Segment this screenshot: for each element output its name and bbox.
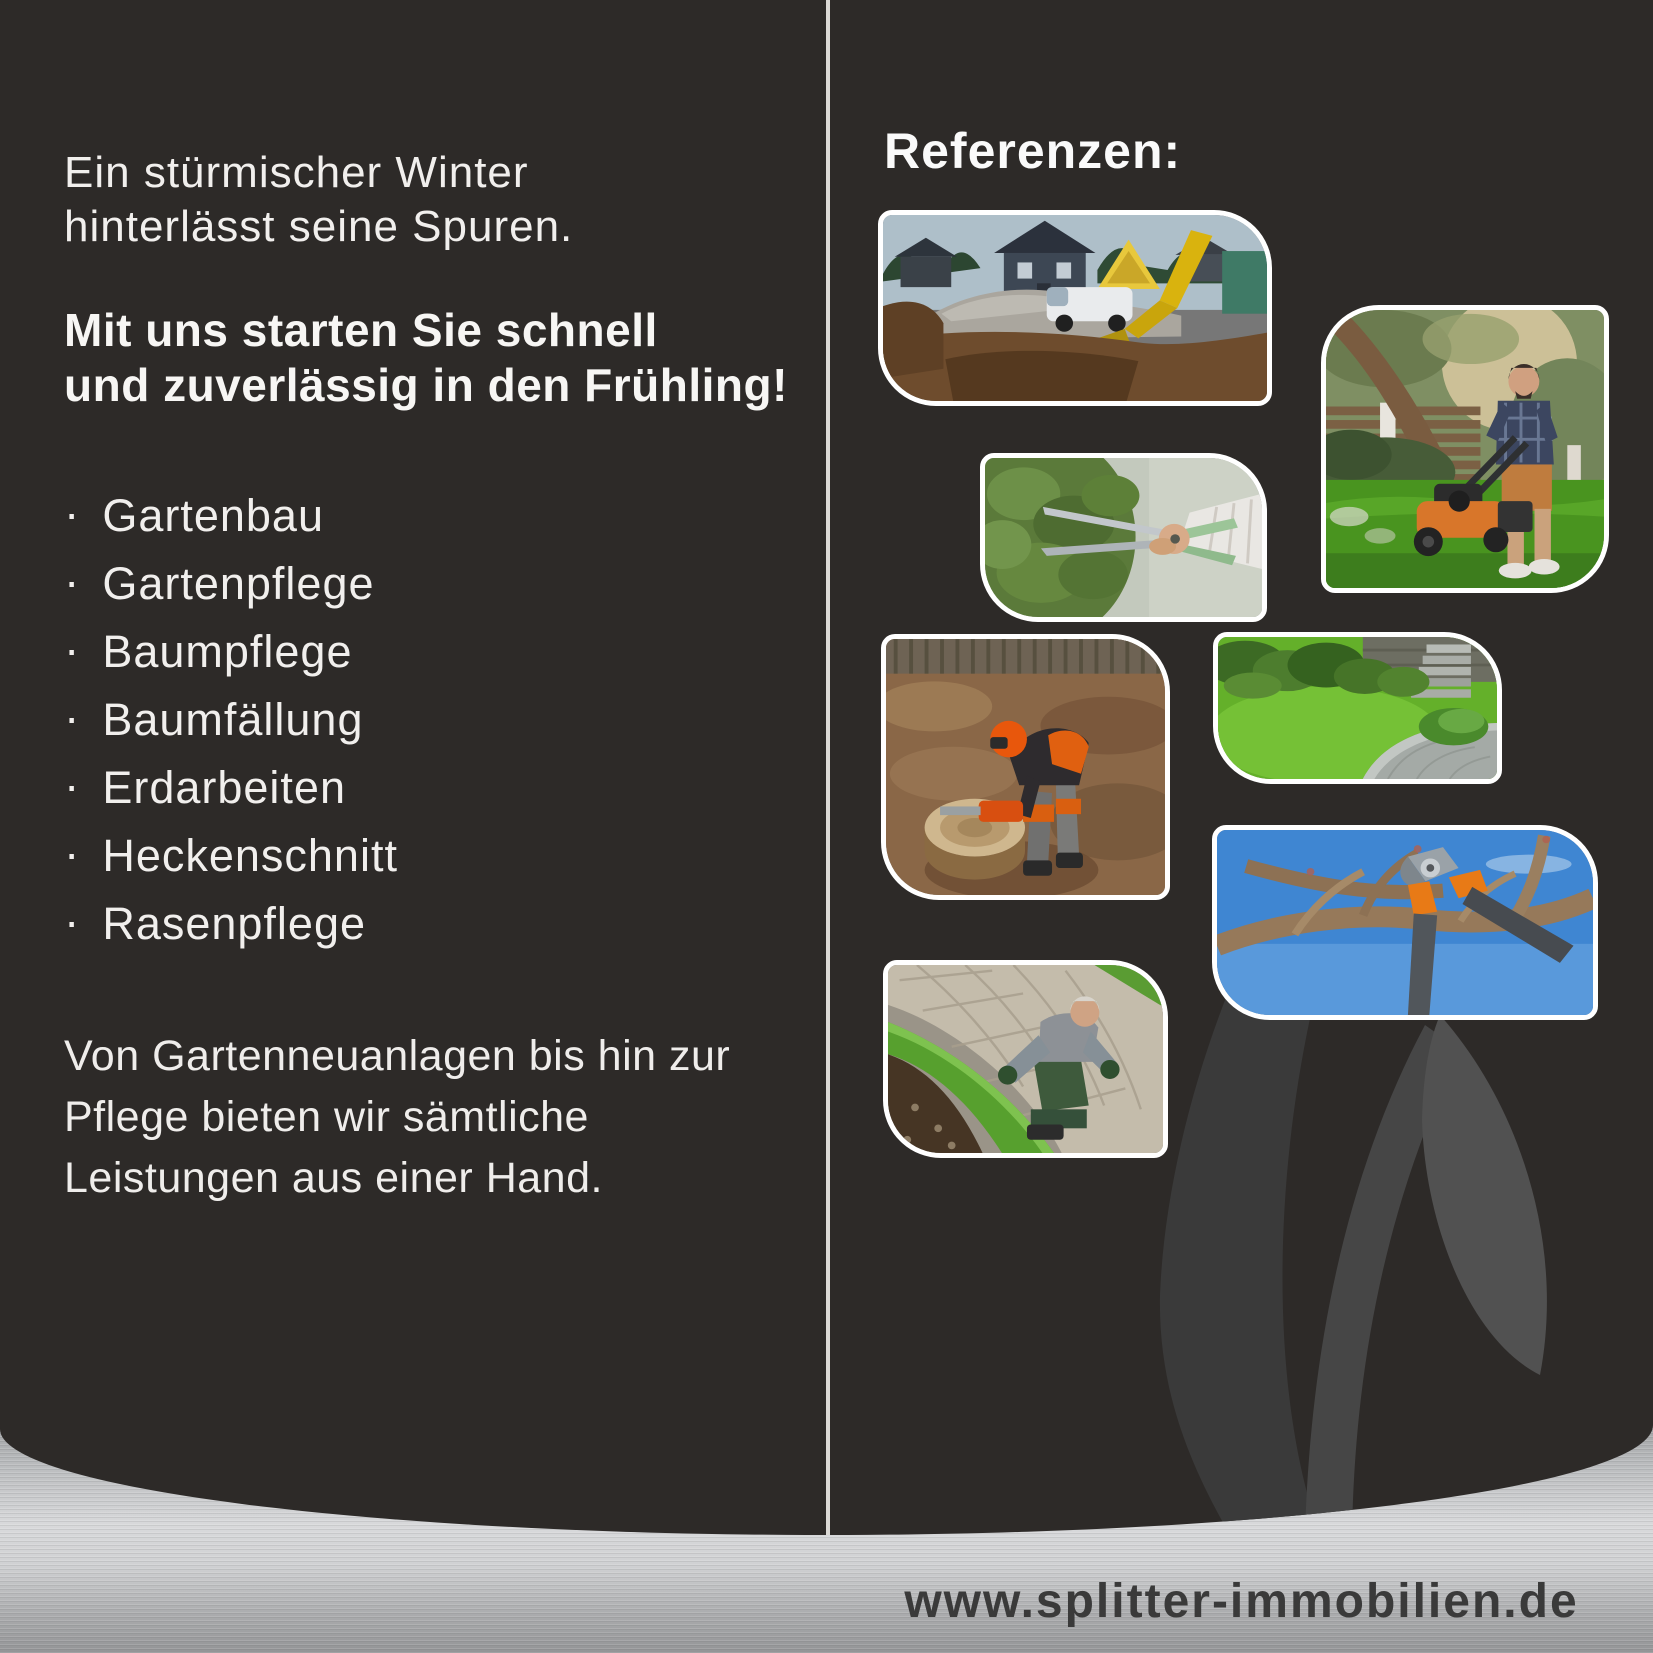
service-item (64, 482, 398, 550)
bullet-dot: · (64, 623, 81, 675)
outro-text (64, 1026, 730, 1209)
intro-text (64, 146, 573, 254)
bullet-dot: · (64, 895, 81, 947)
fold-divider-line (826, 0, 830, 1535)
service-label: Baumpflege (102, 626, 353, 677)
stump-chainsaw-photo (881, 634, 1170, 900)
service-label: Gartenpflege (102, 558, 375, 609)
bullet-dot: · (64, 555, 81, 607)
bullet-dot: · (64, 487, 81, 539)
service-item (64, 890, 398, 958)
service-label: Erdarbeiten (102, 762, 346, 813)
service-label: Gartenbau (102, 490, 324, 541)
outro-line: Von Gartenneuanlagen bis hin zur (64, 1032, 731, 1080)
outro-line: Pflege bieten wir sämtliche (64, 1093, 589, 1141)
outro-line: Leistungen aus einer Hand. (64, 1154, 603, 1202)
service-item (64, 550, 398, 618)
bullet-dot: · (64, 691, 81, 743)
sod-laying-photo (883, 960, 1168, 1158)
hedge-trimming-shears-photo (980, 453, 1267, 622)
highlight-line: Mit uns starten Sie schnell (64, 304, 658, 356)
garden-lawn-path-photo (1213, 632, 1502, 784)
branch-pruning-lopper-photo (1212, 825, 1598, 1020)
excavator-earthworks-photo (878, 210, 1272, 406)
bullet-dot: · (64, 759, 81, 811)
website-url: www.splitter-immobilien.de (904, 1575, 1579, 1628)
intro-line: hinterlässt seine Spuren. (64, 202, 574, 251)
bullet-dot: · (64, 827, 81, 879)
service-item (64, 618, 398, 686)
service-label: Baumfällung (102, 694, 364, 745)
highlight-line: und zuverlässig in den Frühling! (64, 359, 788, 411)
highlight-text (64, 303, 788, 413)
service-item (64, 754, 398, 822)
lawn-mowing-photo (1321, 305, 1609, 593)
service-item (64, 686, 398, 754)
references-heading: Referenzen: (884, 123, 1182, 179)
intro-line: Ein stürmischer Winter (64, 148, 529, 197)
service-label: Heckenschnitt (102, 830, 398, 881)
service-item (64, 822, 398, 890)
services-list (64, 482, 398, 958)
service-label: Rasenpflege (102, 898, 367, 949)
